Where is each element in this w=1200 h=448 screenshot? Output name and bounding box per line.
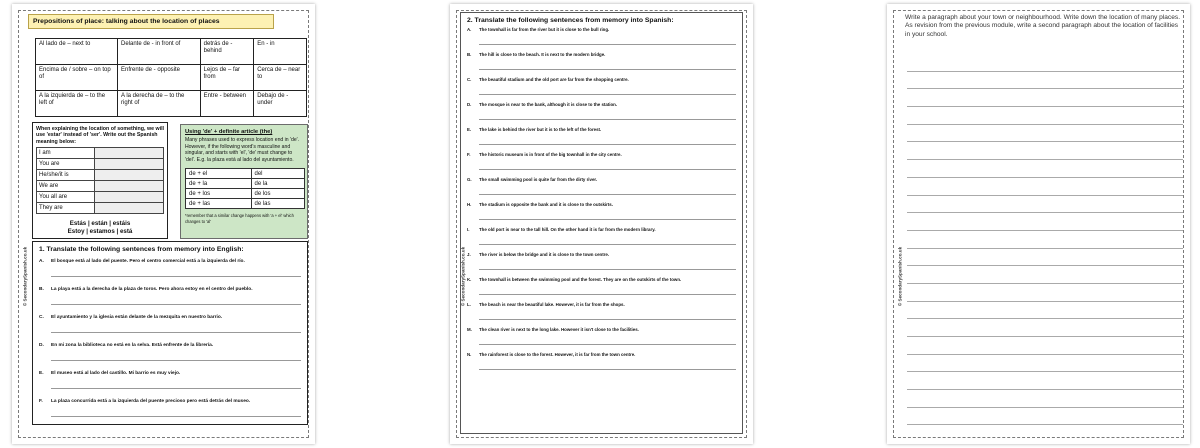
list-item: F. The historic museum is in front of the big townhall in the city centre. xyxy=(467,152,736,170)
answer-line[interactable] xyxy=(479,32,736,45)
table-row xyxy=(37,159,164,170)
vocab-cell: Al lado de – next to xyxy=(36,39,118,65)
vocab-cell: Lejos de – far from xyxy=(200,65,254,91)
answer-line[interactable] xyxy=(479,207,736,220)
de-article-box xyxy=(180,124,308,239)
table-row xyxy=(37,181,164,192)
vocab-cell: A la derecha de – to the right of xyxy=(117,91,200,117)
list-item: E. The lake is behind the river but it is to the left of the forest. xyxy=(467,127,736,145)
answer-line[interactable] xyxy=(479,132,736,145)
list-item: D. The mosque is near to the bank, although it is close to the station. xyxy=(467,102,736,120)
watermark: © SecondarySpanish.co.uk xyxy=(22,246,28,307)
vocab-cell: Encima de / sobre – on top of xyxy=(36,65,118,91)
answer-line[interactable] xyxy=(907,160,1183,178)
answer-line[interactable] xyxy=(907,337,1183,355)
answer-line[interactable] xyxy=(479,257,736,270)
answer-line[interactable] xyxy=(907,178,1183,196)
sentence-text: En mi zona la biblioteca no está en la selva. Está enfrente de la librería. xyxy=(51,343,214,348)
list-item: G. The small swimming pool is quite far from the dirty river. xyxy=(467,177,736,195)
writing-lines[interactable] xyxy=(907,54,1183,425)
answer-line[interactable] xyxy=(907,302,1183,320)
table-row xyxy=(36,91,307,117)
table-row: de + las de las xyxy=(186,199,305,209)
sentence-text: El bosque está al lado del puente. Pero el centro comercial está a la izquierda del río. xyxy=(51,259,245,264)
answer-line[interactable] xyxy=(907,355,1183,373)
list-item: N. The rainforest is close to the forest. However, it is far from the town centre. xyxy=(467,352,736,370)
sentence-text: The lake is behind the river but it is to the left of the forest. xyxy=(479,127,602,132)
answer-line[interactable] xyxy=(907,408,1183,426)
sentence-text: El ayuntamiento y la iglesia están delante de la mezquita en nuestro barrio. xyxy=(51,315,223,320)
sentence-text: The townhall is between the swimming pool and the forest. They are on the outskirts of the town. xyxy=(479,277,682,282)
vocabulary-table xyxy=(35,38,307,117)
list-item: J. The river is below the bridge and it is close to the town centre. xyxy=(467,252,736,270)
answer-line[interactable] xyxy=(479,232,736,245)
answer-cell[interactable] xyxy=(95,170,164,181)
table-row xyxy=(37,192,164,203)
vocab-cell: Enfrente de - opposite xyxy=(117,65,200,91)
list-item: F. La plaza concurrida está a la izquierda del puente precioso pero está detrás del museo. xyxy=(39,399,301,417)
answer-line[interactable] xyxy=(907,196,1183,214)
list-item: D. En mi zona la biblioteca no está en la selva. Está enfrente de la librería. xyxy=(39,343,301,361)
verb-options: Estás | están | estáis Estoy | estamos | está xyxy=(67,220,133,236)
answer-line[interactable] xyxy=(51,320,301,333)
list-item: B. La playa está a la derecha de la plaza de toros. Pero ahora estoy en el centro del pueblo. xyxy=(39,287,301,305)
answer-line[interactable] xyxy=(907,249,1183,267)
answer-cell[interactable] xyxy=(95,148,164,159)
sentence-text: The old port is near to the tall hill. On the other hand it is far from the modern library. xyxy=(479,227,656,232)
vocab-cell: detrás de - behind xyxy=(200,39,254,65)
answer-line[interactable] xyxy=(907,266,1183,284)
table-row xyxy=(37,170,164,181)
table-row xyxy=(37,148,164,159)
sentence-text: The hill is close to the beach. It is next to the modern bridge. xyxy=(479,52,606,57)
sentence-text: The mosque is near to the bank, although it is close to the station. xyxy=(479,102,618,107)
answer-line[interactable] xyxy=(51,348,301,361)
worksheet-page-2 xyxy=(450,4,753,444)
vocab-cell: A la izquierda de – to the left of xyxy=(36,91,118,117)
answer-line[interactable] xyxy=(479,182,736,195)
table-row: de + la de la xyxy=(186,179,305,189)
vocab-cell: Cerca de – near to xyxy=(254,65,307,91)
list-item: C. The beautiful stadium and the old port are far from the shopping centre. xyxy=(467,77,736,95)
sentence-text: The small swimming pool is quite far from the dirty river. xyxy=(479,177,598,182)
table-row xyxy=(37,203,164,214)
worksheet-page-1 xyxy=(12,4,315,444)
answer-line[interactable] xyxy=(907,284,1183,302)
answer-cell[interactable] xyxy=(95,203,164,214)
table-row: de + el del xyxy=(186,169,305,179)
list-item: M. The clean river is next to the long lake. However it isn't close to the facilities. xyxy=(467,327,736,345)
sentence-text: The clean river is next to the long lake. However it isn't close to the facilities. xyxy=(479,327,639,332)
table-row: de + los de los xyxy=(186,189,305,199)
table-row xyxy=(36,39,307,65)
sentence-text: The townhall is far from the river but it is close to the bull ring. xyxy=(479,27,610,32)
sentence-text: El museo está al lado del castillo. Mi barrio es muy viejo. xyxy=(51,371,181,376)
pronoun-label: You all are xyxy=(37,192,95,203)
estar-instructions: When explaining the location of something, we will use 'estar' instead of 'ser'. Write out the Spanish meaning below: xyxy=(36,126,165,145)
estar-exercise-box xyxy=(32,122,168,239)
section-title: 2. Translate the following sentences from memory into Spanish: xyxy=(467,17,674,24)
answer-line[interactable] xyxy=(51,404,301,417)
vocab-cell: Delante de - in front of xyxy=(117,39,200,65)
list-item: B. The hill is close to the beach. It is next to the modern bridge. xyxy=(467,52,736,70)
answer-line[interactable] xyxy=(51,264,301,277)
estar-table xyxy=(36,147,164,214)
answer-line[interactable] xyxy=(479,82,736,95)
pronoun-label: We are xyxy=(37,181,95,192)
sentence-text: The rainforest is close to the forest. However, it is far from the town centre. xyxy=(479,352,636,357)
sentence-text: La plaza concurrida está a la izquierda del puente precioso pero está detrás del museo. xyxy=(51,399,251,404)
list-item: I. The old port is near to the tall hill. On the other hand it is far from the modern library. xyxy=(467,227,736,245)
pronoun-label: You are xyxy=(37,159,95,170)
answer-line[interactable] xyxy=(907,107,1183,125)
writing-prompt: Write a paragraph about your town or neighbourhood. Write down the location of many places. As revision from the previous module, write a second paragraph about the location of facilities in your school. xyxy=(905,14,1181,38)
worksheet-page-3 xyxy=(887,4,1190,444)
vocab-cell: Entre - between xyxy=(200,91,254,117)
section-title: 1. Translate the following sentences from memory into English: xyxy=(39,246,244,253)
translate-to-english-section xyxy=(32,241,308,425)
answer-line[interactable] xyxy=(51,292,301,305)
pronoun-label: I am xyxy=(37,148,95,159)
sentence-text: The beautiful stadium and the old port are far from the shopping centre. xyxy=(479,77,629,82)
answer-line[interactable] xyxy=(907,213,1183,231)
answer-line[interactable] xyxy=(479,332,736,345)
answer-line[interactable] xyxy=(479,307,736,320)
page-title: Prepositions of place: talking about the location of places xyxy=(28,14,274,29)
list-item: E. El museo está al lado del castillo. Mi barrio es muy viejo. xyxy=(39,371,301,389)
answer-line[interactable] xyxy=(479,57,736,70)
vocab-cell: Debajo de - under xyxy=(254,91,307,117)
translate-to-spanish-section xyxy=(460,12,743,434)
answer-cell[interactable] xyxy=(95,192,164,203)
answer-line[interactable] xyxy=(479,282,736,295)
sentence-text: The stadium is opposite the bank and it is close to the outskirts. xyxy=(479,202,613,207)
answer-line[interactable] xyxy=(907,142,1183,160)
watermark: © SecondarySpanish.co.uk xyxy=(460,246,466,307)
table-row xyxy=(36,65,307,91)
answer-line[interactable] xyxy=(907,390,1183,408)
vocab-cell: En - in xyxy=(254,39,307,65)
answer-line[interactable] xyxy=(907,125,1183,143)
answer-line[interactable] xyxy=(51,376,301,389)
list-item: L. The beach is near the beautiful lake. However, it is far from the shops. xyxy=(467,302,736,320)
list-item: H. The stadium is opposite the bank and it is close to the outskirts. xyxy=(467,202,736,220)
de-article-explanation: Many phrases used to express location end in 'de'. However, if the following word's masculine and singular, and starts with 'el', 'de' must change to 'del'. E.g. la plaza está al lado del ayuntamiento. xyxy=(185,137,300,163)
answer-line[interactable] xyxy=(907,72,1183,90)
answer-cell[interactable] xyxy=(95,159,164,170)
sentence-text: The river is below the bridge and it is close to the town centre. xyxy=(479,252,610,257)
sentence-text: The historic museum is in front of the big townhall in the city centre. xyxy=(479,152,622,157)
answer-line[interactable] xyxy=(479,107,736,120)
answer-line[interactable] xyxy=(907,319,1183,337)
answer-line[interactable] xyxy=(907,89,1183,107)
sentence-text: La playa está a la derecha de la plaza de toros. Pero ahora estoy en el centro del pueblo. xyxy=(51,287,253,292)
de-contraction-table xyxy=(185,168,305,209)
de-article-title: Using 'de' + definite article (the) xyxy=(185,129,273,135)
pronoun-label: They are xyxy=(37,203,95,214)
answer-cell[interactable] xyxy=(95,181,164,192)
sentence-text: The beach is near the beautiful lake. However, it is far from the shops. xyxy=(479,302,625,307)
answer-line[interactable] xyxy=(479,357,736,370)
list-item: A. El bosque está al lado del puente. Pero el centro comercial está a la izquierda del río. xyxy=(39,259,301,277)
answer-line[interactable] xyxy=(907,231,1183,249)
watermark: © SecondarySpanish.co.uk xyxy=(897,246,903,307)
answer-line[interactable] xyxy=(907,54,1183,72)
answer-line[interactable] xyxy=(479,157,736,170)
answer-line[interactable] xyxy=(907,372,1183,390)
pronoun-label: He/she/it is xyxy=(37,170,95,181)
list-item: A. The townhall is far from the river but it is close to the bull ring. xyxy=(467,27,736,45)
al-contraction-note: *remember that a similar change happens with 'a + el' which changes to 'al' xyxy=(185,213,294,224)
list-item: K. The townhall is between the swimming pool and the forest. They are on the outskirts of the town. xyxy=(467,277,736,295)
list-item: C. El ayuntamiento y la iglesia están delante de la mezquita en nuestro barrio. xyxy=(39,315,301,333)
